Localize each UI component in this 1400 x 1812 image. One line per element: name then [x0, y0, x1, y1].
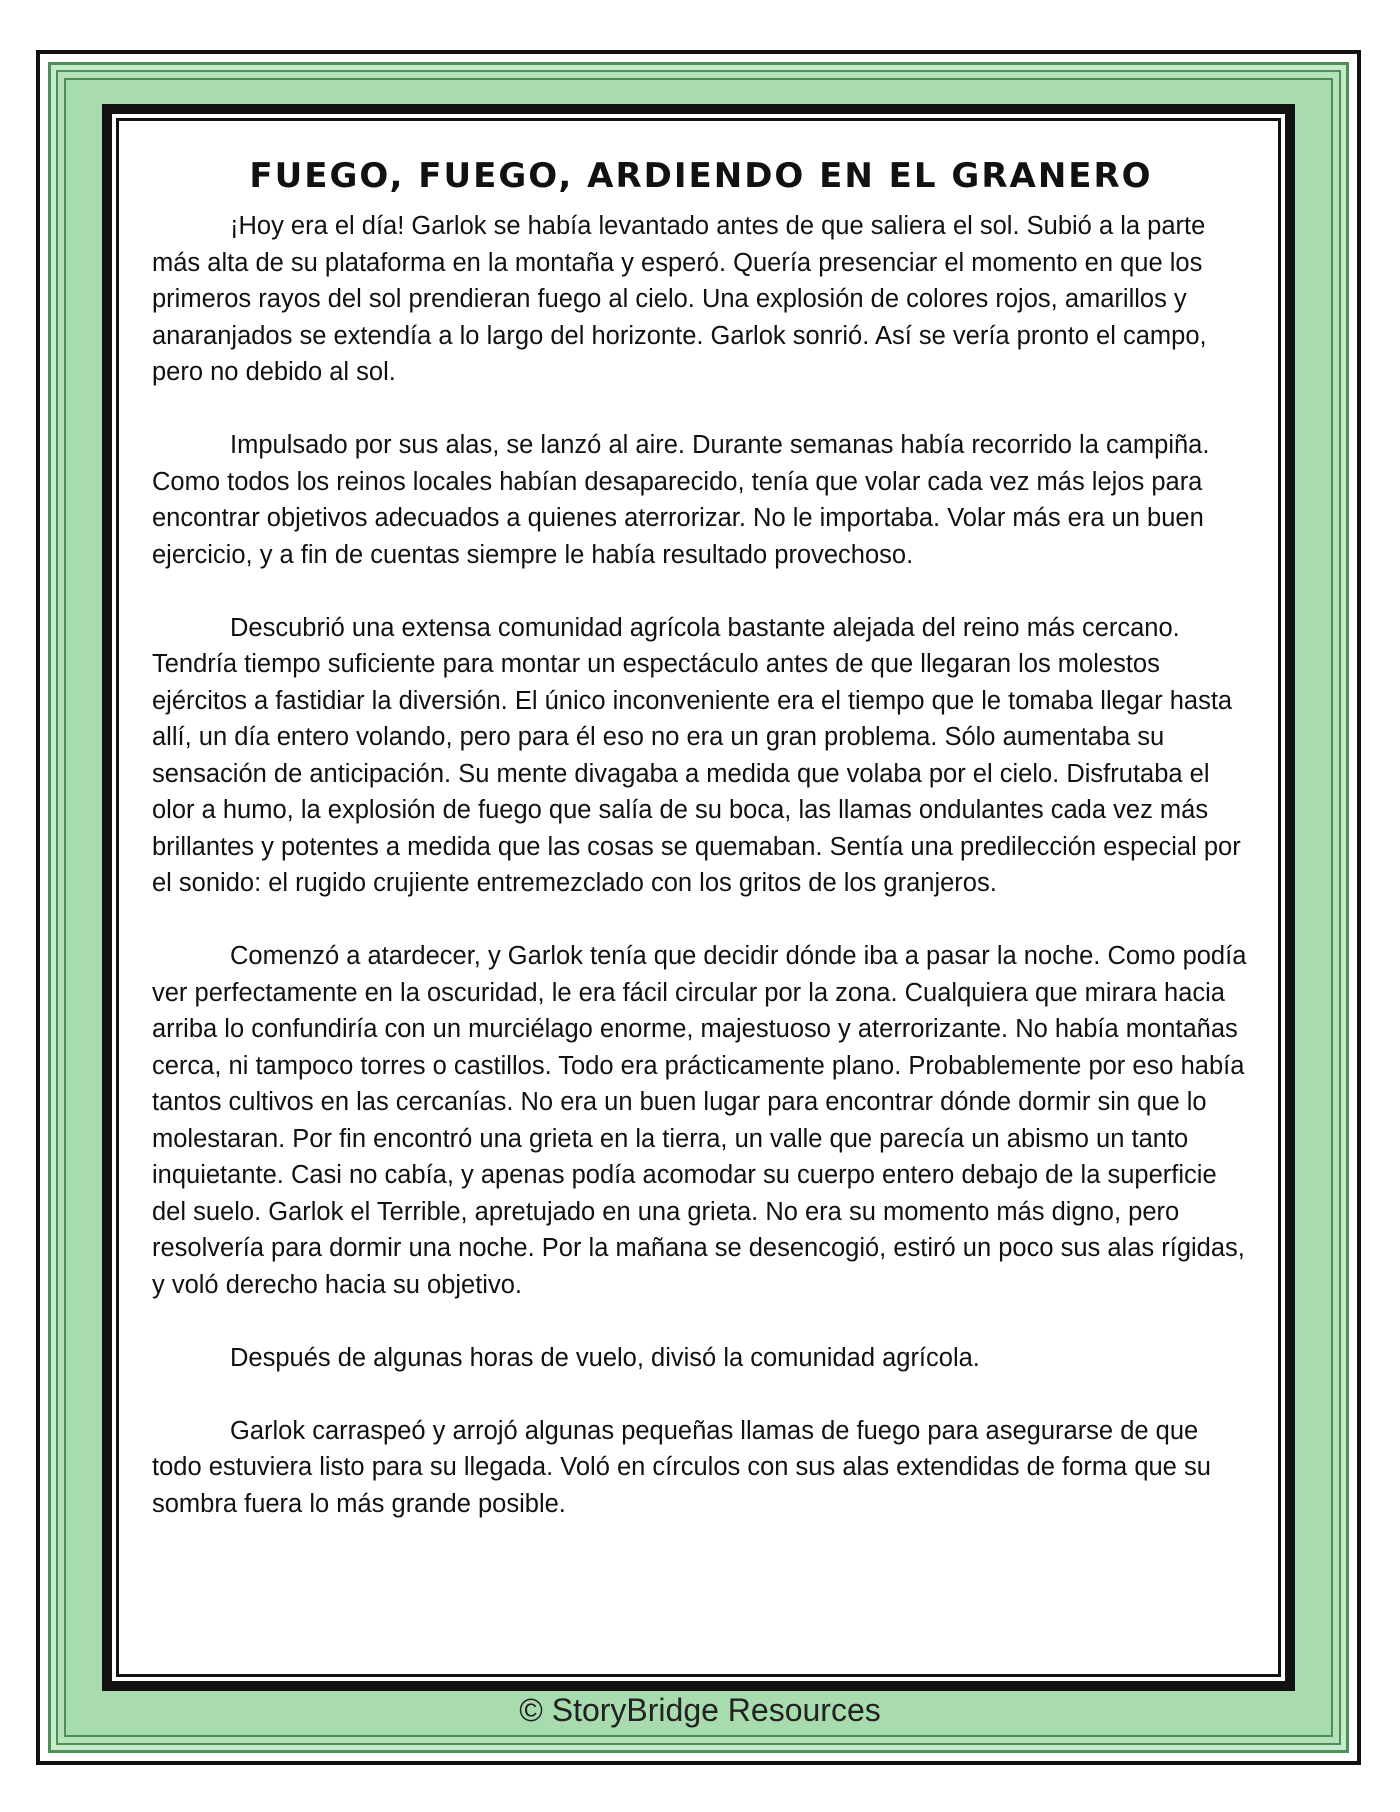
story-content [152, 150, 1250, 1559]
paragraph-6: Garlok carraspeó y arrojó algunas pequeñas llamas de fuego para asegurarse de que todo estuviera listo para su llegada. Voló en círculos con sus alas extendidas de forma que su sombra fuera lo más grande posible. [152, 1416, 1211, 1518]
copyright-notice: © StoryBridge Resources [519, 1692, 881, 1728]
paragraph-1: ¡Hoy era el día! Garlok se había levantado antes de que saliera el sol. Subió a la parte más alta de su plataforma en la montaña y esperó. Quería presenciar el momento en que los primeros rayos del sol prendieran fuego al cielo. Una explosión de colores rojos, amarillos y anaranjados se extendía a lo largo del horizonte. Garlok sonrió. Así se vería pronto el campo, pero no debido al sol. [152, 212, 1207, 386]
story-title: FUEGO, FUEGO, ARDIENDO EN EL GRANERO [249, 156, 1153, 196]
paragraph-2: Impulsado por sus alas, se lanzó al aire. Durante semanas había recorrido la campiña. Como todos los reinos locales habían desaparecido, tenía que volar cada vez más lejos para encontrar objetivos adecuados a quienes aterrorizar. No le importaba. Volar más era un buen ejercicio, y a fin de cuentas siempre le había resultado provechoso. [152, 431, 1210, 569]
paragraph-5: Después de algunas horas de vuelo, divisó la comunidad agrícola. [230, 1343, 980, 1372]
paragraph-4: Comenzó a atardecer, y Garlok tenía que decidir dónde iba a pasar la noche. Como podía ver perfectamente en la oscuridad, le era fácil circular por la zona. Cualquiera que mirara hacia arriba lo confundiría con un murciélago enorme, majestuoso y aterrorizante. No había montañas cerca, ni tampoco torres o castillos. Todo era prácticamente plano. Probablemente por eso había tantos cultivos en las cercanías. No era un buen lugar para encontrar dónde dormir sin que lo molestaran. Por fin encontró una grieta en la tierra, un valle que parecía un abismo un tanto inquietante. Casi no cabía, y apenas podía acomodar su cuerpo entero debajo de la superficie del suelo. Garlok el Terrible, apretujado en una grieta. No era su momento más digno, pero resolvería para dormir una noche. Por la mañana se desencogió, estiró un poco sus alas rígidas, y voló derecho hacia su objetivo. [152, 942, 1247, 1299]
paragraph-3: Descubrió una extensa comunidad agrícola bastante alejada del reino más cercano. Tendría tiempo suficiente para montar un espectáculo antes de que llegaran los molestos ejércitos a fastidiar la diversión. El único inconveniente era el tiempo que le tomaba llegar hasta allí, un día entero volando, pero para él eso no era un gran problema. Sólo aumentaba su sensación de anticipación. Su mente divagaba a medida que volaba por el cielo. Disfrutaba el olor a humo, la explosión de fuego que salía de su boca, las llamas ondulantes cada vez más brillantes y potentes a medida que las cosas se quemaban. Sentía una predilección especial por el sonido: el rugido crujiente entremezclado con los gritos de los granjeros. [152, 613, 1241, 897]
